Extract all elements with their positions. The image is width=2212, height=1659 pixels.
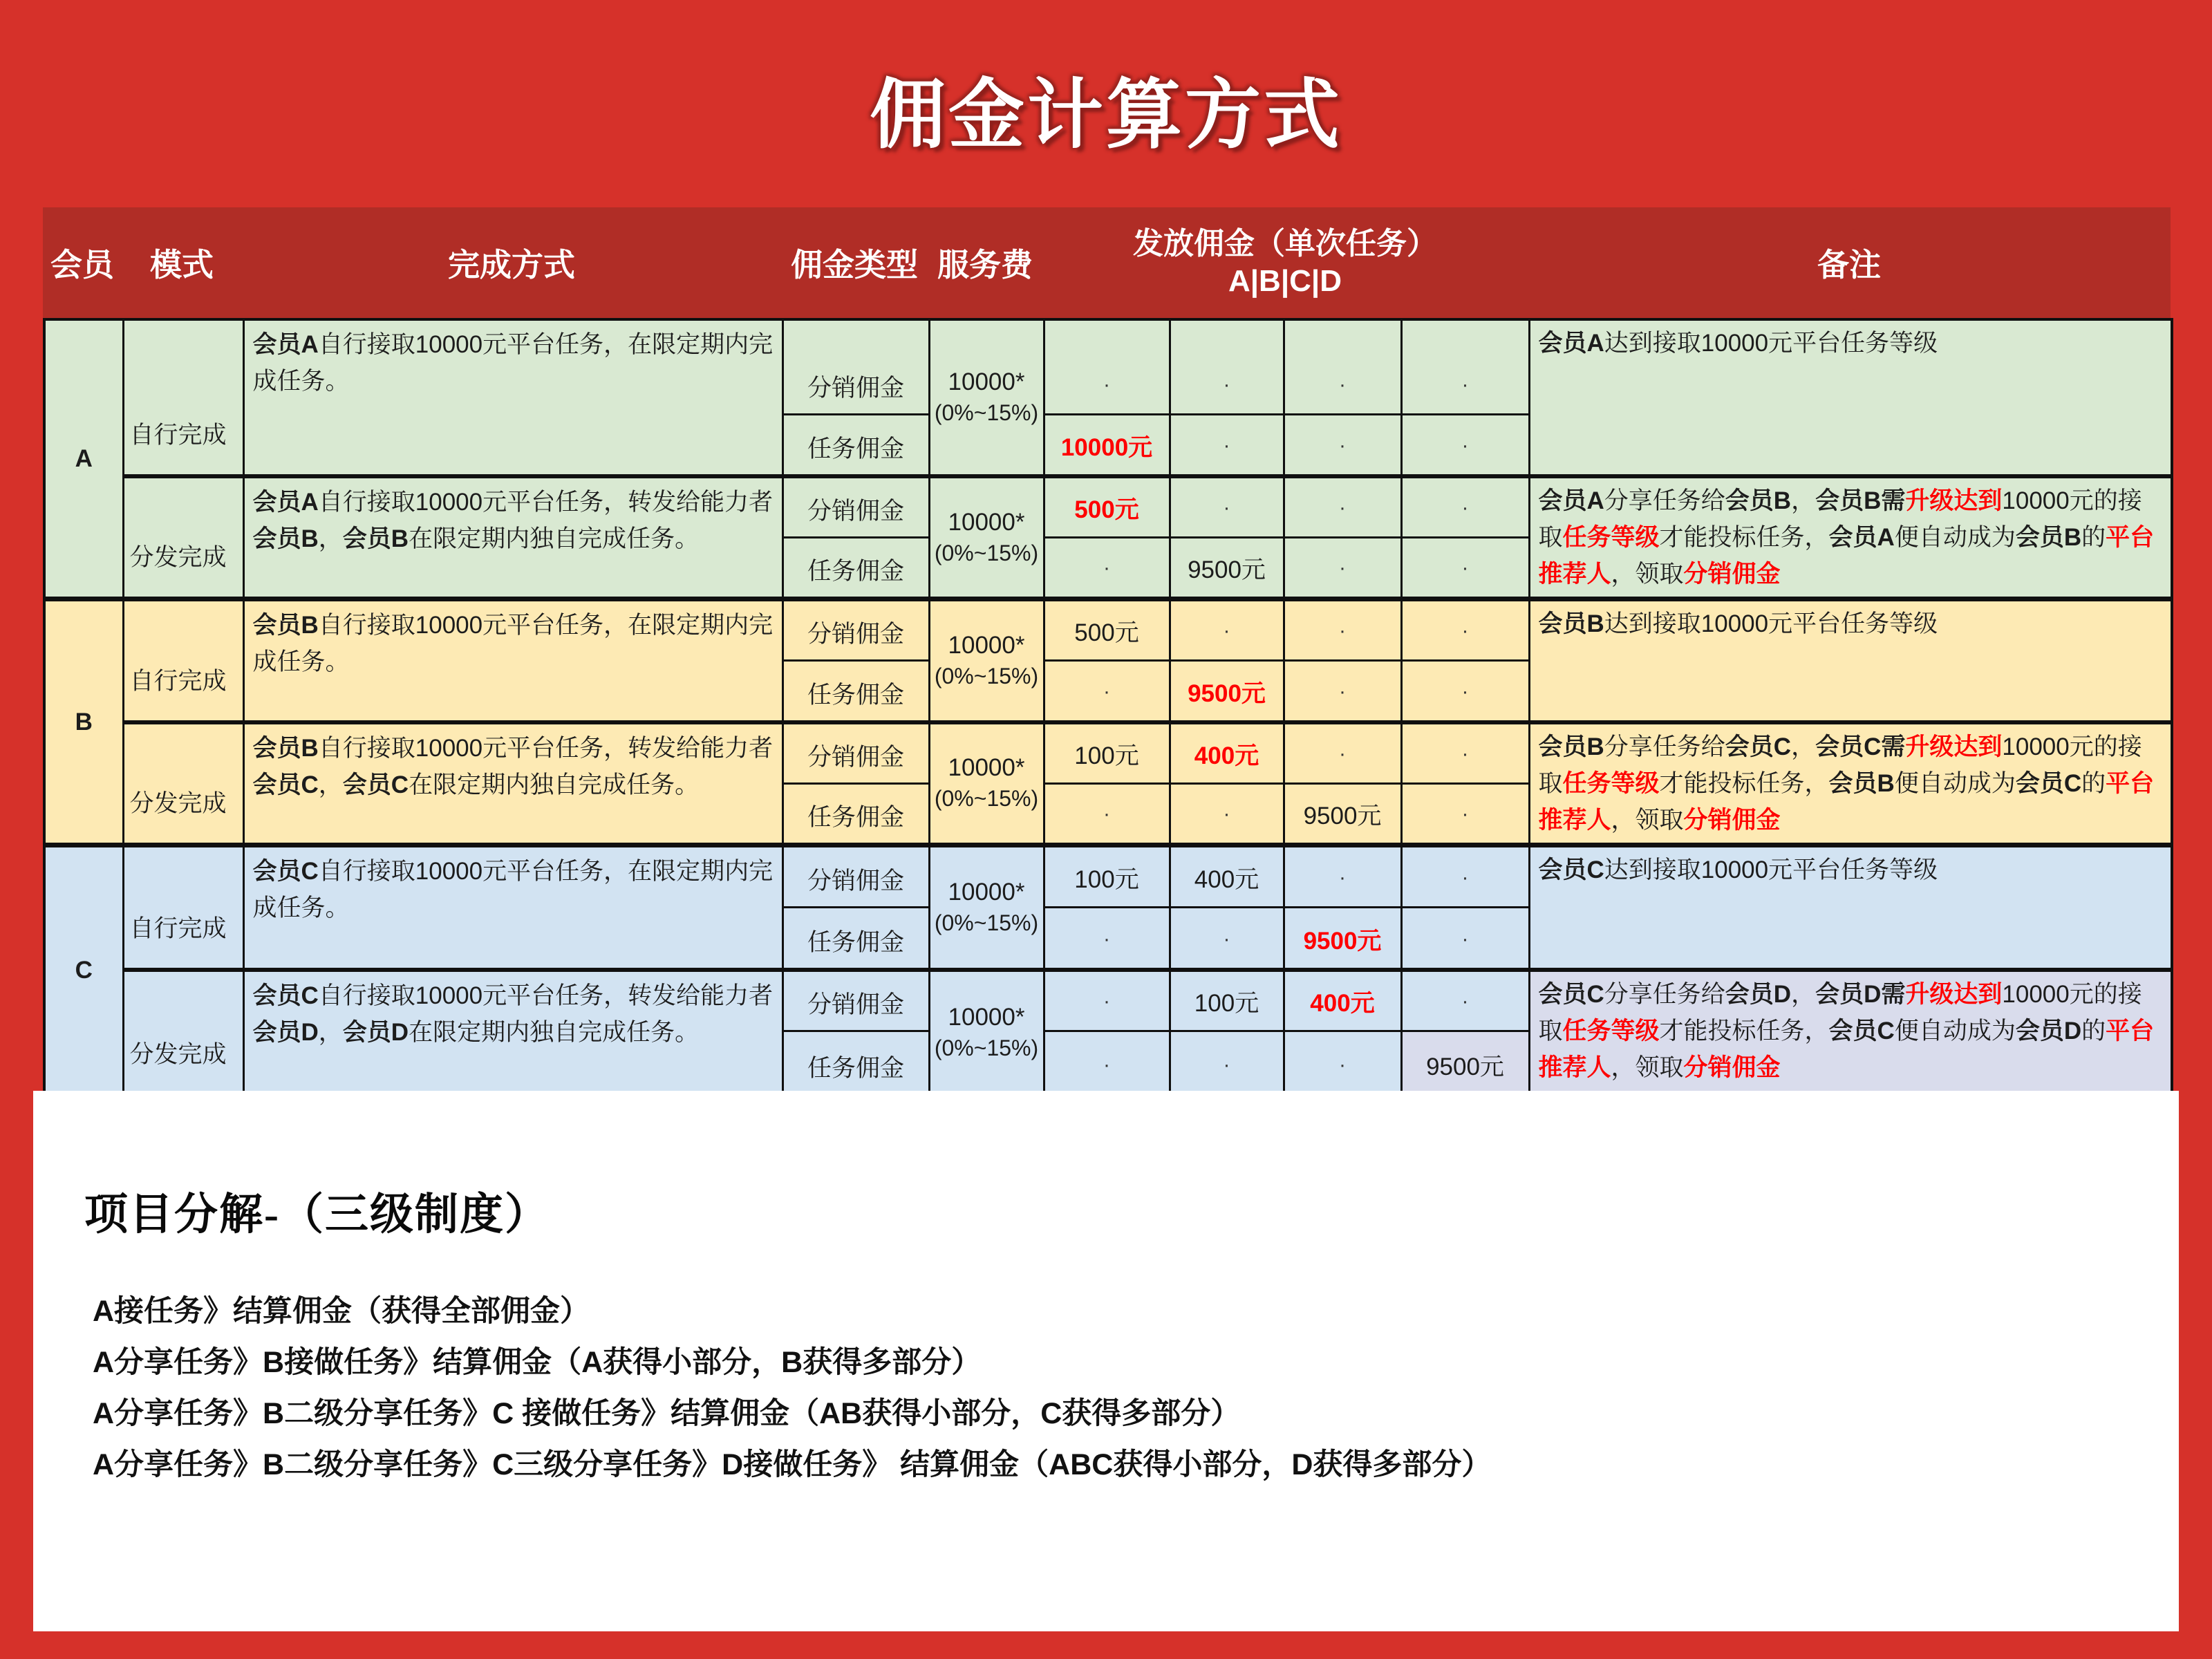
cell-commission-type: 分销佣金 bbox=[782, 722, 929, 784]
cell-payout-B: · bbox=[1170, 476, 1284, 538]
cell-method bbox=[243, 845, 782, 970]
table-row bbox=[44, 845, 2172, 908]
header-payout-line1: 发放佣金（单次任务） bbox=[1133, 227, 1437, 261]
cell-payout-D: · bbox=[1401, 784, 1529, 845]
text-segment: 便自动成为 bbox=[1894, 524, 2016, 551]
header-mode: 模式 bbox=[150, 247, 214, 283]
text-segment: 分享任务给 bbox=[1604, 487, 1725, 514]
white-panel bbox=[33, 1091, 2179, 1631]
header-member: 会员 bbox=[50, 247, 114, 283]
cell-commission-type: 分销佣金 bbox=[782, 319, 929, 414]
text-segment: 分销佣金 bbox=[1683, 1053, 1781, 1081]
text-segment: 会员C bbox=[1538, 856, 1604, 883]
cell-remark bbox=[1529, 599, 2172, 722]
cell-payout-A: · bbox=[1044, 319, 1170, 414]
cell-service-fee bbox=[929, 599, 1044, 722]
text-segment: 的 bbox=[2081, 1017, 2106, 1044]
cell-payout-A: · bbox=[1044, 784, 1170, 845]
cell-member-B: B bbox=[44, 599, 123, 845]
service-fee-line2: (0%~15%) bbox=[934, 540, 1039, 565]
text-segment: ，领取 bbox=[1611, 806, 1684, 834]
text-segment: 任务等级 bbox=[1562, 524, 1660, 551]
text-segment: 10000元的接取 bbox=[1538, 487, 2142, 551]
cell-payout-D: · bbox=[1401, 908, 1529, 970]
cell-payout-C: · bbox=[1284, 538, 1401, 599]
cell-payout-C: · bbox=[1284, 845, 1401, 908]
cell-member-C: C bbox=[44, 845, 123, 1095]
header-remark: 备注 bbox=[1817, 247, 1881, 283]
cell-commission-type: 任务佣金 bbox=[782, 661, 929, 722]
cell-commission-type: 任务佣金 bbox=[782, 1031, 929, 1095]
cell-commission-type: 分销佣金 bbox=[782, 970, 929, 1031]
cell-payout-B: · bbox=[1170, 414, 1284, 476]
text-segment: 会员A bbox=[252, 489, 319, 516]
header-payout bbox=[1042, 225, 1528, 300]
cell-commission-type: 分销佣金 bbox=[782, 845, 929, 908]
cell-payout-A: 10000元 bbox=[1044, 414, 1170, 476]
text-segment: ， bbox=[1791, 980, 1816, 1008]
text-segment: 会员C bbox=[252, 771, 319, 798]
cell-payout-B: 100元 bbox=[1170, 970, 1284, 1031]
cell-payout-A: · bbox=[1044, 1031, 1170, 1095]
cell-service-fee bbox=[929, 845, 1044, 970]
text-segment: ，领取 bbox=[1611, 561, 1684, 588]
text-segment: 升级达到 bbox=[1905, 487, 2003, 514]
text-segment: 才能投标任务， bbox=[1659, 1017, 1829, 1044]
text-segment: 在限定期内独自完成任务。 bbox=[409, 525, 700, 552]
header-commission-type: 佣金类型 bbox=[791, 247, 918, 283]
text-segment: ， bbox=[318, 1018, 343, 1046]
text-segment: ， bbox=[1791, 733, 1816, 760]
cell-commission-type: 任务佣金 bbox=[782, 784, 929, 845]
cell-commission-type: 分销佣金 bbox=[782, 599, 929, 661]
text-segment: 会员B需 bbox=[1815, 487, 1906, 514]
cell-payout-D: · bbox=[1401, 970, 1529, 1031]
cell-mode: 自行完成 bbox=[123, 599, 243, 722]
table-row bbox=[44, 722, 2172, 784]
cell-commission-type: 任务佣金 bbox=[782, 414, 929, 476]
table-row bbox=[44, 319, 2172, 414]
text-segment: 会员C bbox=[2015, 769, 2082, 797]
text-segment: 10000元的接取 bbox=[1538, 980, 2142, 1044]
text-segment: 自行接取10000元平台任务，在限定期内完成任务。 bbox=[252, 331, 774, 395]
text-segment: 会员C bbox=[1538, 980, 1604, 1008]
page-title: 佣金计算方式 bbox=[870, 73, 1342, 158]
cell-mode: 分发完成 bbox=[123, 476, 243, 599]
cell-remark bbox=[1529, 970, 2172, 1095]
service-fee-line2: (0%~15%) bbox=[934, 663, 1039, 688]
text-segment: 任务等级 bbox=[1562, 769, 1660, 797]
cell-payout-B: · bbox=[1170, 784, 1284, 845]
cell-method bbox=[243, 319, 782, 476]
table-row bbox=[44, 599, 2172, 661]
text-segment: 便自动成为 bbox=[1894, 1017, 2016, 1044]
text-segment: 会员B bbox=[1538, 733, 1604, 760]
text-segment: 会员D bbox=[2015, 1017, 2082, 1044]
cell-payout-C: 9500元 bbox=[1284, 908, 1401, 970]
text-segment: 会员B bbox=[252, 525, 319, 552]
text-segment: 会员B bbox=[1828, 769, 1895, 797]
cell-payout-C: · bbox=[1284, 414, 1401, 476]
text-segment: 自行接取10000元平台任务，在限定期内完成任务。 bbox=[252, 858, 774, 921]
cell-remark bbox=[1529, 722, 2172, 845]
cell-payout-A: 500元 bbox=[1044, 476, 1170, 538]
text-segment: 在限定期内独自完成任务。 bbox=[409, 771, 700, 798]
text-segment: 会员C bbox=[342, 771, 409, 798]
text-segment: 才能投标任务， bbox=[1659, 524, 1829, 551]
cell-mode: 分发完成 bbox=[123, 970, 243, 1095]
text-segment: 任务等级 bbox=[1562, 1017, 1660, 1044]
text-segment: 会员C bbox=[252, 858, 319, 885]
cell-payout-C: · bbox=[1284, 319, 1401, 414]
service-fee-line2: (0%~15%) bbox=[934, 400, 1039, 425]
text-segment: 平台推荐人 bbox=[1538, 1017, 2155, 1081]
cell-commission-type: 任务佣金 bbox=[782, 538, 929, 599]
text-segment: ，领取 bbox=[1611, 1053, 1684, 1081]
text-segment: 会员D bbox=[1725, 980, 1792, 1008]
text-segment: 分销佣金 bbox=[1683, 561, 1781, 588]
service-fee-line1: 10000* bbox=[948, 878, 1025, 906]
cell-payout-A: · bbox=[1044, 908, 1170, 970]
table-row bbox=[44, 476, 2172, 538]
text-segment: 会员B bbox=[1538, 610, 1604, 637]
cell-payout-C: 400元 bbox=[1284, 970, 1401, 1031]
breakdown-line: A分享任务》B二级分享任务》C 接做任务》结算佣金（AB获得小部分，C获得多部分） bbox=[93, 1397, 1241, 1430]
service-fee-line1: 10000* bbox=[948, 368, 1025, 395]
cell-payout-D: · bbox=[1401, 845, 1529, 908]
text-segment: 会员B bbox=[2015, 524, 2082, 551]
text-segment: 自行接取10000元平台任务，转发给能力者 bbox=[318, 489, 774, 516]
header-payout-line2: A|B|C|D bbox=[1228, 264, 1342, 298]
breakdown-line: A分享任务》B二级分享任务》C三级分享任务》D接做任务》 结算佣金（ABC获得小部分，D获得多部分） bbox=[93, 1448, 1492, 1481]
cell-payout-B: 9500元 bbox=[1170, 538, 1284, 599]
text-segment: 分享任务给 bbox=[1604, 980, 1725, 1008]
text-segment: 会员C bbox=[1828, 1017, 1895, 1044]
text-segment: 会员C bbox=[1725, 733, 1792, 760]
service-fee-line2: (0%~15%) bbox=[934, 910, 1039, 935]
cell-payout-C: · bbox=[1284, 599, 1401, 661]
cell-payout-B: · bbox=[1170, 599, 1284, 661]
service-fee-line2: (0%~15%) bbox=[934, 786, 1039, 812]
cell-payout-B: · bbox=[1170, 319, 1284, 414]
breakdown-title: 项目分解-（三级制度） bbox=[84, 1190, 550, 1239]
cell-service-fee bbox=[929, 722, 1044, 845]
header-method: 完成方式 bbox=[448, 247, 575, 283]
table-header-band bbox=[43, 207, 2171, 318]
cell-member-A: A bbox=[44, 319, 123, 599]
breakdown-lines bbox=[93, 1286, 1491, 1490]
cell-payout-A: · bbox=[1044, 538, 1170, 599]
service-fee-line1: 10000* bbox=[948, 754, 1025, 782]
cell-remark bbox=[1529, 845, 2172, 970]
cell-remark bbox=[1529, 319, 2172, 476]
cell-payout-A: · bbox=[1044, 661, 1170, 722]
cell-payout-B: 400元 bbox=[1170, 722, 1284, 784]
text-segment: 才能投标任务， bbox=[1659, 769, 1829, 797]
cell-payout-D: · bbox=[1401, 476, 1529, 538]
text-segment: ， bbox=[1791, 487, 1816, 514]
text-segment: 升级达到 bbox=[1905, 733, 2003, 760]
text-segment: 升级达到 bbox=[1905, 980, 2003, 1008]
text-segment: 会员A bbox=[1828, 524, 1895, 551]
cell-payout-C: · bbox=[1284, 661, 1401, 722]
header-service-fee: 服务费 bbox=[937, 247, 1033, 283]
cell-service-fee bbox=[929, 476, 1044, 599]
text-segment: 会员B bbox=[1725, 487, 1792, 514]
cell-payout-A: 100元 bbox=[1044, 722, 1170, 784]
text-segment: 自行接取10000元平台任务，转发给能力者 bbox=[318, 982, 774, 1009]
text-segment: 达到接取10000元平台任务等级 bbox=[1604, 856, 1938, 883]
cell-payout-D: 9500元 bbox=[1401, 1031, 1529, 1095]
text-segment: 达到接取10000元平台任务等级 bbox=[1604, 330, 1938, 357]
cell-payout-D: · bbox=[1401, 599, 1529, 661]
cell-commission-type: 任务佣金 bbox=[782, 908, 929, 970]
text-segment: 在限定期内独自完成任务。 bbox=[409, 1018, 700, 1046]
cell-method bbox=[243, 722, 782, 845]
cell-payout-C: · bbox=[1284, 476, 1401, 538]
commission-table bbox=[43, 318, 2173, 1096]
cell-payout-B: · bbox=[1170, 1031, 1284, 1095]
breakdown-line: A接任务》结算佣金（获得全部佣金） bbox=[93, 1295, 590, 1328]
text-segment: 的 bbox=[2081, 524, 2106, 551]
text-segment: 会员C需 bbox=[1815, 733, 1906, 760]
cell-mode: 分发完成 bbox=[123, 722, 243, 845]
text-segment: 自行接取10000元平台任务，转发给能力者 bbox=[318, 734, 774, 762]
cell-remark bbox=[1529, 476, 2172, 599]
cell-payout-D: · bbox=[1401, 661, 1529, 722]
text-segment: 10000元的接取 bbox=[1538, 733, 2142, 797]
service-fee-line2: (0%~15%) bbox=[934, 1035, 1039, 1060]
text-segment: 平台推荐人 bbox=[1538, 524, 2155, 588]
cell-payout-A: 500元 bbox=[1044, 599, 1170, 661]
cell-payout-A: · bbox=[1044, 970, 1170, 1031]
text-segment: 达到接取10000元平台任务等级 bbox=[1604, 610, 1938, 637]
text-segment: 会员D bbox=[252, 1018, 319, 1046]
text-segment: 会员C bbox=[252, 982, 319, 1009]
text-segment: 会员D bbox=[342, 1018, 409, 1046]
cell-commission-type: 分销佣金 bbox=[782, 476, 929, 538]
text-segment: 会员A bbox=[1538, 330, 1604, 357]
text-segment: 会员B bbox=[252, 612, 319, 639]
breakdown-line: A分享任务》B接做任务》结算佣金（A获得小部分，B获得多部分） bbox=[93, 1346, 982, 1379]
cell-method bbox=[243, 599, 782, 722]
cell-mode: 自行完成 bbox=[123, 319, 243, 476]
service-fee-line1: 10000* bbox=[948, 508, 1025, 536]
cell-method bbox=[243, 476, 782, 599]
text-segment: 会员B bbox=[342, 525, 409, 552]
text-segment: 分销佣金 bbox=[1683, 806, 1781, 834]
text-segment: 会员B bbox=[252, 734, 319, 762]
cell-payout-A: 100元 bbox=[1044, 845, 1170, 908]
cell-payout-B: 9500元 bbox=[1170, 661, 1284, 722]
cell-payout-C: 9500元 bbox=[1284, 784, 1401, 845]
text-segment: 便自动成为 bbox=[1894, 769, 2016, 797]
cell-payout-C: · bbox=[1284, 722, 1401, 784]
text-segment: 会员A bbox=[252, 331, 319, 358]
cell-service-fee bbox=[929, 319, 1044, 476]
cell-payout-B: 400元 bbox=[1170, 845, 1284, 908]
table-row bbox=[44, 970, 2172, 1031]
text-segment: 平台推荐人 bbox=[1538, 769, 2155, 834]
cell-payout-D: · bbox=[1401, 319, 1529, 414]
cell-payout-D: · bbox=[1401, 722, 1529, 784]
cell-service-fee bbox=[929, 970, 1044, 1095]
text-segment: 分享任务给 bbox=[1604, 733, 1725, 760]
cell-method bbox=[243, 970, 782, 1095]
text-segment: ， bbox=[318, 525, 343, 552]
service-fee-line1: 10000* bbox=[948, 631, 1025, 659]
text-segment: 自行接取10000元平台任务，在限定期内完成任务。 bbox=[252, 612, 774, 675]
text-segment: 的 bbox=[2081, 769, 2106, 797]
text-segment: 会员D需 bbox=[1815, 980, 1906, 1008]
service-fee-line1: 10000* bbox=[948, 1003, 1025, 1031]
cell-payout-B: · bbox=[1170, 908, 1284, 970]
cell-mode: 自行完成 bbox=[123, 845, 243, 970]
text-segment: 会员A bbox=[1538, 487, 1604, 514]
cell-payout-D: · bbox=[1401, 414, 1529, 476]
cell-payout-C: · bbox=[1284, 1031, 1401, 1095]
text-segment: ， bbox=[318, 771, 343, 798]
cell-payout-D: · bbox=[1401, 538, 1529, 599]
